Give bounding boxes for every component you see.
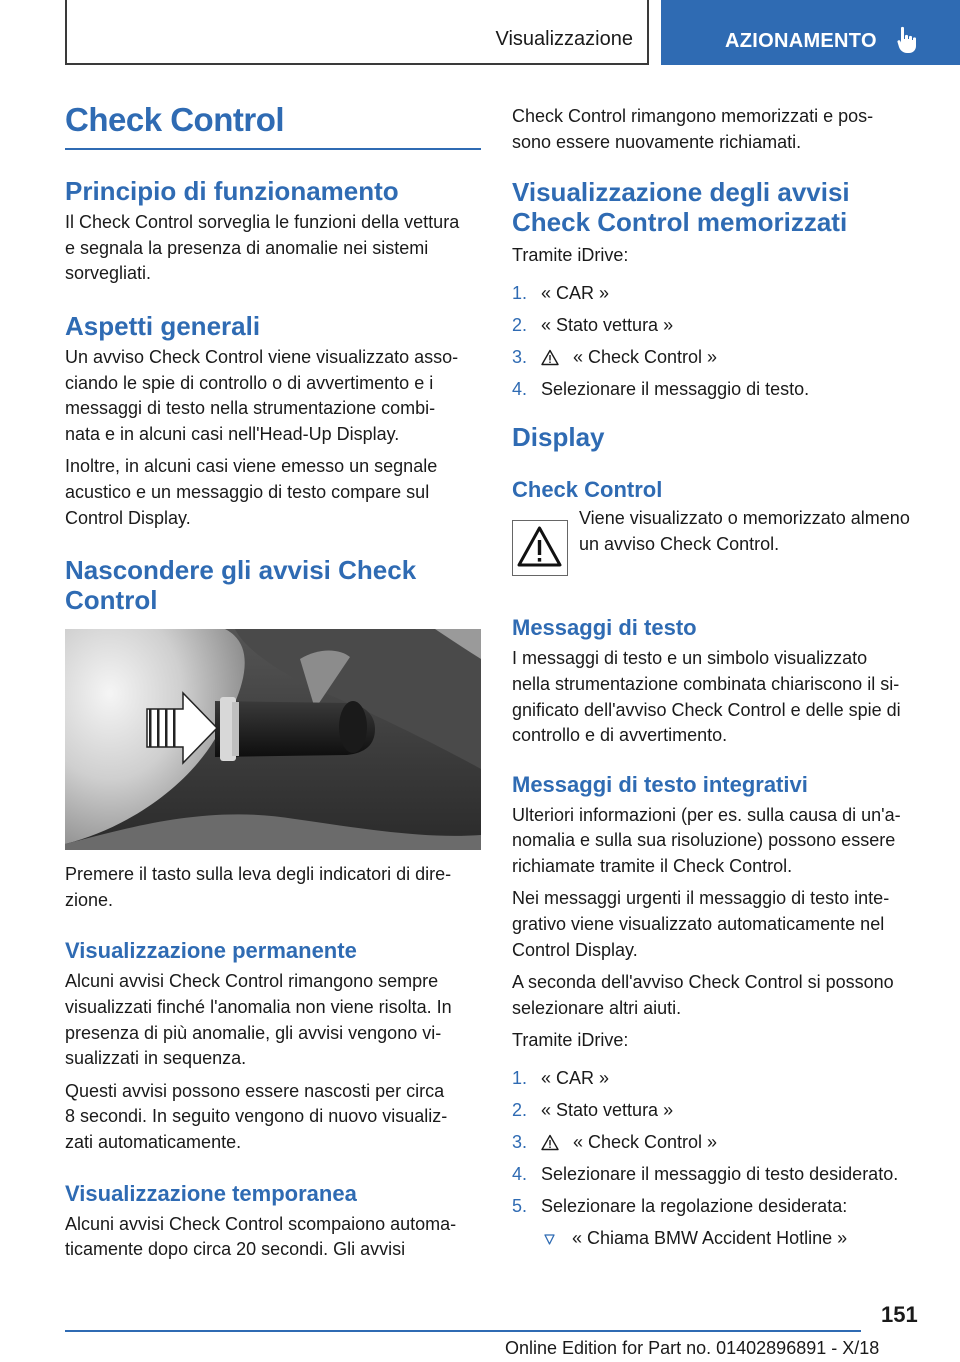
heading-messaggi-testo: Messaggi di testo (512, 615, 697, 641)
heading-line: Visualizzazione degli avvisi (512, 177, 850, 208)
tramite-idrive-label-2: Tramite iDrive: (512, 1030, 629, 1051)
text-line: nata e in alcuni casi nell'Head-Up Display. (65, 423, 400, 444)
text-line: visualizzati finché l'anomalia non viene risolta. In (65, 997, 452, 1018)
heading-line: Check Control memorizzati (512, 207, 848, 238)
list-item (512, 1066, 926, 1092)
list-text: « Stato vettura » (541, 314, 674, 335)
right-column (512, 104, 926, 1252)
list-text: Selezionare la regolazione desiderata: (541, 1195, 848, 1216)
text-line: e segnala la presenza di anomalie nei sistemi (65, 237, 429, 258)
header-section-title: Visualizzazione (495, 28, 633, 50)
text-line: Il Check Control sorveglia le funzioni della vettura (65, 212, 460, 233)
text-line: zati automaticamente. (65, 1131, 242, 1152)
list-text: « Chiama BMW Accident Hotline » (572, 1227, 848, 1248)
text-line: 8 secondi. In seguito vengono di nuovo visualiz- (65, 1106, 448, 1127)
paragraph-permanente-1 (65, 969, 481, 1071)
tramite-idrive-label: Tramite iDrive: (512, 245, 629, 266)
text-line: messaggi di testo nella strumentazione combi- (65, 398, 436, 419)
list-number: 1. (512, 282, 528, 303)
paragraph-continuation (512, 104, 926, 155)
heading-aspetti: Aspetti generali (65, 311, 261, 342)
check-control-description (579, 506, 931, 557)
list-item (512, 1162, 926, 1188)
list-text: Selezionare il messaggio di testo desiderato. (541, 1164, 899, 1184)
list-number: 3. (512, 346, 528, 367)
paragraph-permanente-2 (65, 1079, 481, 1156)
text-line: un avviso Check Control. (579, 533, 780, 554)
footer-edition: Online Edition for Part no. 01402896891 - X/18 (505, 1338, 880, 1358)
steps-list-1 (512, 281, 926, 403)
text-line: Ulteriori informazioni (per es. sulla causa di un'a- (512, 804, 901, 825)
paragraph-messaggi-testo (512, 646, 926, 748)
text-line: acustico e un messaggio di testo compare sul (65, 482, 430, 503)
list-text: « Check Control » (573, 1132, 718, 1153)
paragraph-aspetti-1 (65, 345, 481, 447)
text-line: nomalia e sulla sua risoluzione) possono essere (512, 830, 896, 851)
list-number: 4. (512, 378, 528, 399)
list-triangle-icon (544, 1234, 555, 1245)
footer-rule (65, 1330, 861, 1332)
warning-triangle-icon (512, 520, 568, 576)
text-line: controllo e di avvertimento. (512, 725, 728, 746)
text-line: sorvegliati. (65, 263, 152, 284)
text-line: Viene visualizzato o memorizzato almeno (579, 508, 910, 529)
text-line: Nei messaggi urgenti il messaggio di testo inte- (512, 888, 890, 909)
list-number: 4. (512, 1164, 528, 1184)
text-line: Alcuni avvisi Check Control scompaiono automa- (65, 1213, 457, 1234)
list-number: 2. (512, 314, 528, 335)
heading-messaggi-integrativi: Messaggi di testo integrativi (512, 771, 808, 797)
page-title: Check Control (65, 101, 285, 138)
text-line: Control Display. (512, 939, 638, 960)
list-item (512, 313, 926, 339)
heading-line: Control (65, 585, 158, 616)
warning-triangle-icon (541, 1134, 559, 1151)
header-chapter-title: AZIONAMENTO (725, 30, 877, 52)
list-text: « CAR » (541, 1068, 610, 1089)
list-number: 5. (512, 1195, 528, 1216)
list-text: « Stato vettura » (541, 1100, 674, 1121)
warning-triangle-icon (541, 349, 559, 366)
text-line: Control Display. (65, 507, 191, 528)
text-line: Alcuni avvisi Check Control rimangono sempre (65, 971, 439, 992)
paragraph-aspetti-2 (65, 454, 481, 531)
list-item (541, 1226, 926, 1252)
heading-nascondere (65, 555, 481, 615)
paragraph-integrativi-3 (512, 970, 926, 1021)
steps-list-2 (512, 1066, 926, 1220)
list-text: Selezionare il messaggio di testo. (541, 378, 810, 399)
text-line: selezionare altri aiuti. (512, 997, 682, 1018)
text-line: Check Control rimangono memorizzati e pos- (512, 106, 874, 126)
text-line: zione. (65, 889, 114, 910)
list-number: 2. (512, 1100, 528, 1121)
list-item (512, 1098, 926, 1124)
list-item (512, 281, 926, 307)
text-line: A seconda dell'avviso Check Control si possono (512, 972, 894, 993)
paragraph-principio (65, 210, 481, 287)
text-line: grativo viene visualizzato automaticamente nel (512, 914, 885, 935)
photo-caption (65, 862, 481, 913)
list-item (512, 345, 926, 371)
turn-signal-lever-photo (65, 629, 481, 850)
text-line: Un avviso Check Control viene visualizzato asso- (65, 347, 459, 368)
heading-permanente: Visualizzazione permanente (65, 938, 357, 964)
list-item (512, 1194, 926, 1220)
text-line: presenza di più anomalie, gli avvisi vengono vi- (65, 1022, 442, 1043)
header-section-box (65, 0, 649, 65)
list-number: 1. (512, 1068, 528, 1089)
heading-temporanea: Visualizzazione temporanea (65, 1180, 357, 1206)
text-line: Premere il tasto sulla leva degli indicatori di dire- (65, 864, 452, 885)
list-text: « CAR » (541, 282, 610, 303)
heading-display: Display (512, 422, 605, 453)
text-line: I messaggi di testo e un simbolo visualizzato (512, 648, 868, 669)
text-line: Questi avvisi possono essere nascosti per circa (65, 1080, 445, 1101)
paragraph-temporanea (65, 1212, 481, 1263)
heading-line: Nascondere gli avvisi Check (65, 555, 417, 586)
list-text: « Check Control » (573, 346, 718, 367)
page-number: 151 (881, 1302, 918, 1327)
header-chapter-tab (661, 0, 960, 65)
heading-principio: Principio di funzionamento (65, 176, 399, 207)
check-control-indicator-row (512, 506, 926, 592)
text-line: sualizzati in sequenza. (65, 1048, 247, 1069)
text-line: sono essere nuovamente richiamati. (512, 131, 802, 152)
text-line: richiamate tramite il Check Control. (512, 855, 793, 876)
text-line: Inoltre, in alcuni casi viene emesso un segnale (65, 456, 438, 477)
paragraph-integrativi-1 (512, 803, 926, 880)
list-number: 3. (512, 1132, 528, 1153)
text-line: ciando le spie di controllo o di avvertimento e i (65, 372, 434, 393)
text-line: gnificato dell'avviso Check Control e delle spie di (512, 699, 901, 720)
heading-check-control: Check Control (512, 477, 663, 503)
hand-pointer-icon (897, 26, 921, 54)
title-rule (65, 148, 481, 150)
left-column (65, 100, 481, 1263)
list-item (512, 1130, 926, 1156)
heading-visualizzazione-avvisi (512, 177, 926, 237)
text-line: ticamente dopo circa 20 secondi. Gli avvisi (65, 1239, 406, 1260)
list-item (512, 377, 926, 403)
paragraph-integrativi-2 (512, 886, 926, 963)
text-line: nella strumentazione combinata chiariscono il si- (512, 673, 900, 694)
sub-options-list (541, 1226, 926, 1252)
